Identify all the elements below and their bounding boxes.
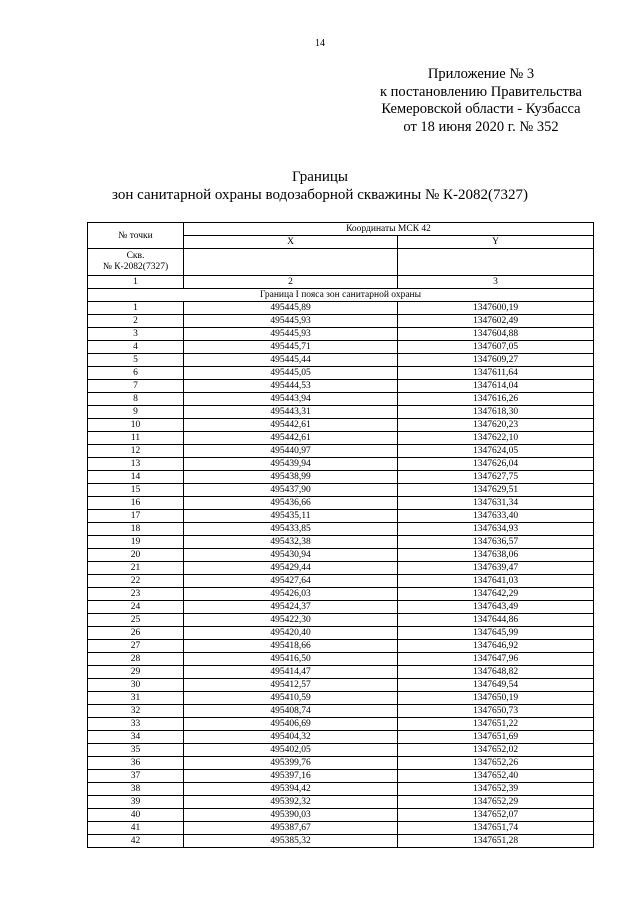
- well-x: [184, 249, 398, 276]
- coord-x: 495418,66: [184, 640, 398, 653]
- coord-y: 1347631,34: [398, 497, 594, 510]
- header-x: X: [184, 236, 398, 249]
- table-row: [88, 354, 594, 367]
- point-number: 40: [88, 809, 184, 822]
- coord-y: 1347602,49: [398, 315, 594, 328]
- point-number: 16: [88, 497, 184, 510]
- coord-y: 1347622,10: [398, 432, 594, 445]
- table-row: [88, 835, 594, 848]
- coord-y: 1347644,86: [398, 614, 594, 627]
- point-number: 19: [88, 536, 184, 549]
- document-title: [0, 168, 640, 204]
- point-number: 11: [88, 432, 184, 445]
- coord-x: 495387,67: [184, 822, 398, 835]
- coord-x: 495438,99: [184, 471, 398, 484]
- table-row: [88, 419, 594, 432]
- table-row: [88, 367, 594, 380]
- coord-y: 1347624,05: [398, 445, 594, 458]
- table-row: [88, 718, 594, 731]
- header-point-number: № точки: [88, 223, 184, 249]
- coord-x: 495422,30: [184, 614, 398, 627]
- table-row: [88, 822, 594, 835]
- appendix-line-2: к постановлению Правительства: [380, 83, 582, 100]
- coord-x: 495439,94: [184, 458, 398, 471]
- point-number: 42: [88, 835, 184, 848]
- coord-y: 1347650,19: [398, 692, 594, 705]
- point-number: 27: [88, 640, 184, 653]
- table-row: [88, 432, 594, 445]
- point-number: 23: [88, 588, 184, 601]
- coord-y: 1347626,04: [398, 458, 594, 471]
- point-number: 31: [88, 692, 184, 705]
- coord-y: 1347648,82: [398, 666, 594, 679]
- coord-x: 495427,64: [184, 575, 398, 588]
- point-number: 35: [88, 744, 184, 757]
- coord-x: 495437,90: [184, 484, 398, 497]
- point-number: 36: [88, 757, 184, 770]
- point-number: 14: [88, 471, 184, 484]
- table-row: [88, 744, 594, 757]
- table-row: [88, 627, 594, 640]
- coord-y: 1347652,39: [398, 783, 594, 796]
- coord-y: 1347645,99: [398, 627, 594, 640]
- coord-x: 495397,16: [184, 770, 398, 783]
- point-number: 29: [88, 666, 184, 679]
- header-y: Y: [398, 236, 594, 249]
- title-line-1: Границы: [291, 169, 349, 185]
- coord-x: 495442,61: [184, 419, 398, 432]
- table-row: [88, 614, 594, 627]
- point-number: 22: [88, 575, 184, 588]
- coord-y: 1347620,23: [398, 419, 594, 432]
- coord-y: 1347636,57: [398, 536, 594, 549]
- coord-y: 1347634,93: [398, 523, 594, 536]
- coord-y: 1347607,05: [398, 341, 594, 354]
- table-row: [88, 328, 594, 341]
- point-number: 7: [88, 380, 184, 393]
- table-row: [88, 783, 594, 796]
- table-row: [88, 523, 594, 536]
- coord-x: 495394,42: [184, 783, 398, 796]
- coord-x: 495412,57: [184, 679, 398, 692]
- coord-x: 495392,32: [184, 796, 398, 809]
- coord-y: 1347638,06: [398, 549, 594, 562]
- point-number: 28: [88, 653, 184, 666]
- coordinates-table: [87, 222, 594, 848]
- table-row: [88, 705, 594, 718]
- coord-x: 495420,40: [184, 627, 398, 640]
- table-row: [88, 575, 594, 588]
- coord-y: 1347609,27: [398, 354, 594, 367]
- coord-x: 495445,93: [184, 315, 398, 328]
- coord-x: 495445,05: [184, 367, 398, 380]
- point-number: 6: [88, 367, 184, 380]
- table-row: [88, 666, 594, 679]
- coord-x: 495445,89: [184, 302, 398, 315]
- coord-x: 495443,31: [184, 406, 398, 419]
- coord-x: 495445,71: [184, 341, 398, 354]
- coord-x: 495432,38: [184, 536, 398, 549]
- table-row: [88, 341, 594, 354]
- table-row: [88, 692, 594, 705]
- table-row: [88, 796, 594, 809]
- coord-y: 1347651,69: [398, 731, 594, 744]
- coord-x: 495402,05: [184, 744, 398, 757]
- point-number: 1: [88, 302, 184, 315]
- table-row: [88, 640, 594, 653]
- table-row: [88, 757, 594, 770]
- well-label: [88, 249, 184, 276]
- header-row-1: [88, 223, 594, 236]
- coord-y: 1347604,88: [398, 328, 594, 341]
- coord-x: 495443,94: [184, 393, 398, 406]
- table-row: [88, 510, 594, 523]
- point-number: 3: [88, 328, 184, 341]
- coord-x: 495445,44: [184, 354, 398, 367]
- title-line-2: зон санитарной охраны водозаборной скважины № К-2082(7327): [112, 187, 528, 203]
- point-number: 30: [88, 679, 184, 692]
- coord-y: 1347649,54: [398, 679, 594, 692]
- appendix-line-4: от 18 июня 2020 г. № 352: [403, 118, 559, 135]
- coord-x: 495426,03: [184, 588, 398, 601]
- well-label-line-1: Скв.: [126, 251, 145, 261]
- table-row: [88, 302, 594, 315]
- coord-x: 495433,85: [184, 523, 398, 536]
- table-row: [88, 588, 594, 601]
- coord-x: 495440,97: [184, 445, 398, 458]
- point-number: 13: [88, 458, 184, 471]
- coord-y: 1347652,02: [398, 744, 594, 757]
- coord-y: 1347616,26: [398, 393, 594, 406]
- table-row: [88, 471, 594, 484]
- table-row: [88, 315, 594, 328]
- point-number: 10: [88, 419, 184, 432]
- coord-x: 495429,44: [184, 562, 398, 575]
- point-number: 4: [88, 341, 184, 354]
- coord-y: 1347643,49: [398, 601, 594, 614]
- coord-y: 1347651,28: [398, 835, 594, 848]
- coord-y: 1347650,73: [398, 705, 594, 718]
- coord-y: 1347618,30: [398, 406, 594, 419]
- point-number: 25: [88, 614, 184, 627]
- point-number: 9: [88, 406, 184, 419]
- point-number: 37: [88, 770, 184, 783]
- point-number: 21: [88, 562, 184, 575]
- coord-x: 495416,50: [184, 653, 398, 666]
- point-number: 33: [88, 718, 184, 731]
- section-row: [88, 289, 594, 302]
- table-row: [88, 406, 594, 419]
- coord-x: 495414,47: [184, 666, 398, 679]
- point-number: 20: [88, 549, 184, 562]
- coord-y: 1347652,29: [398, 796, 594, 809]
- point-number: 34: [88, 731, 184, 744]
- coord-y: 1347652,26: [398, 757, 594, 770]
- coord-y: 1347652,07: [398, 809, 594, 822]
- coord-x: 495404,32: [184, 731, 398, 744]
- coord-x: 495442,61: [184, 432, 398, 445]
- table-row: [88, 809, 594, 822]
- page-number: 14: [315, 38, 325, 49]
- table-row: [88, 731, 594, 744]
- point-number: 17: [88, 510, 184, 523]
- header-coordinates: Координаты МСК 42: [184, 223, 594, 236]
- appendix-line-3: Кемеровской области - Кузбасса: [381, 101, 581, 117]
- coord-y: 1347647,96: [398, 653, 594, 666]
- point-number: 39: [88, 796, 184, 809]
- table-row: [88, 458, 594, 471]
- coord-y: 1347639,47: [398, 562, 594, 575]
- coord-y: 1347600,19: [398, 302, 594, 315]
- coord-y: 1347641,03: [398, 575, 594, 588]
- point-number: 41: [88, 822, 184, 835]
- section-title: Граница I пояса зон санитарной охраны: [88, 289, 594, 302]
- coord-x: 495385,32: [184, 835, 398, 848]
- table-row: [88, 536, 594, 549]
- coord-y: 1347651,22: [398, 718, 594, 731]
- well-y: [398, 249, 594, 276]
- table-row: [88, 601, 594, 614]
- coord-x: 495435,11: [184, 510, 398, 523]
- coord-x: 495399,76: [184, 757, 398, 770]
- coord-y: 1347629,51: [398, 484, 594, 497]
- point-number: 26: [88, 627, 184, 640]
- coord-x: 495390,03: [184, 809, 398, 822]
- coord-x: 495406,69: [184, 718, 398, 731]
- point-number: 8: [88, 393, 184, 406]
- point-number: 24: [88, 601, 184, 614]
- table-row: [88, 393, 594, 406]
- point-number: 12: [88, 445, 184, 458]
- table-row: [88, 380, 594, 393]
- coord-x: 495410,59: [184, 692, 398, 705]
- coord-y: 1347642,29: [398, 588, 594, 601]
- coord-x: 495408,74: [184, 705, 398, 718]
- column-number-1: 1: [88, 276, 184, 289]
- point-number: 15: [88, 484, 184, 497]
- point-number: 32: [88, 705, 184, 718]
- table-row: [88, 770, 594, 783]
- column-number-2: 2: [184, 276, 398, 289]
- point-number: 18: [88, 523, 184, 536]
- coord-y: 1347614,04: [398, 380, 594, 393]
- appendix-line-1: Приложение № 3: [427, 66, 535, 82]
- table-row: [88, 549, 594, 562]
- coord-y: 1347611,64: [398, 367, 594, 380]
- table-row: [88, 562, 594, 575]
- coord-y: 1347627,75: [398, 471, 594, 484]
- column-number-3: 3: [398, 276, 594, 289]
- coord-x: 495430,94: [184, 549, 398, 562]
- coord-y: 1347651,74: [398, 822, 594, 835]
- coord-x: 495436,66: [184, 497, 398, 510]
- coord-y: 1347646,92: [398, 640, 594, 653]
- table-row: [88, 497, 594, 510]
- coord-x: 495445,93: [184, 328, 398, 341]
- well-label-line-2: № К-2082(7327): [102, 262, 169, 272]
- coord-y: 1347652,40: [398, 770, 594, 783]
- appendix-block: [380, 66, 582, 136]
- table-row: [88, 679, 594, 692]
- table-row: [88, 484, 594, 497]
- table-row: [88, 653, 594, 666]
- table-row: [88, 445, 594, 458]
- coord-x: 495444,53: [184, 380, 398, 393]
- column-numbers-row: [88, 276, 594, 289]
- coord-x: 495424,37: [184, 601, 398, 614]
- point-number: 2: [88, 315, 184, 328]
- coord-y: 1347633,40: [398, 510, 594, 523]
- point-number: 5: [88, 354, 184, 367]
- point-number: 38: [88, 783, 184, 796]
- well-row: [88, 249, 594, 276]
